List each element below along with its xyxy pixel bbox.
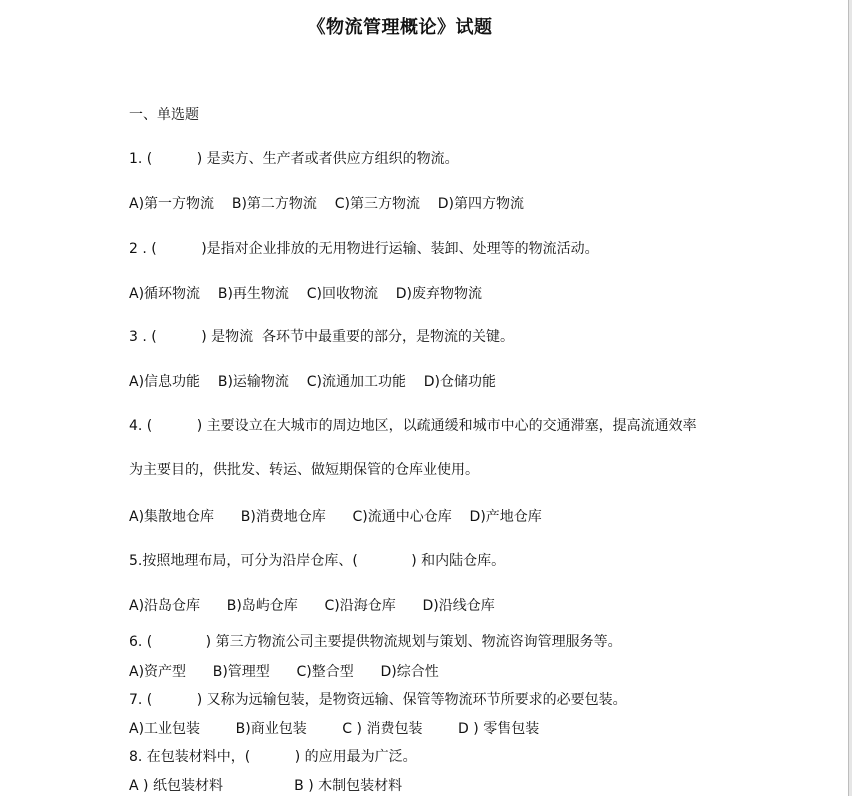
question-2-options: A)循环物流 B)再生物流 C)回收物流 D)废弃物物流 <box>129 286 482 302</box>
question-3: 3 . ( ) 是物流 各环节中最重要的部分，是物流的关键。 <box>129 329 515 345</box>
question-7: 7. ( ) 又称为远输包装，是物资远输、保管等物流环节所要求的必要包装。 <box>129 692 627 708</box>
question-1: 1. ( ) 是卖方、生产者或者供应方组织的物流。 <box>129 151 459 167</box>
question-3-options: A)信息功能 B)运输物流 C)流通加工功能 D)仓储功能 <box>129 374 496 390</box>
question-4-options: A)集散地仓库 B)消费地仓库 C)流通中心仓库 D)产地仓库 <box>129 509 542 525</box>
question-7-options: A)工业包装 B)商业包装 C ) 消费包装 D ) 零售包装 <box>129 721 540 737</box>
section-heading: 一、单选题 <box>129 107 199 123</box>
question-6: 6. ( ) 第三方物流公司主要提供物流规划与策划、物流咨询管理服务等。 <box>129 634 622 650</box>
question-8-options: A ) 纸包装材料 B ) 木制包装材料 <box>129 778 403 794</box>
question-5-options: A)沿岛仓库 B)岛屿仓库 C)沿海仓库 D)沿线仓库 <box>129 598 495 614</box>
question-4: 4. ( ) 主要设立在大城市的周边地区，以疏通缓和城市中心的交通滞塞，提高流通效率 <box>129 418 697 434</box>
question-6-options: A)资产型 B)管理型 C)整合型 D)综合性 <box>129 664 439 680</box>
question-4-continued: 为主要目的，供批发、转运、做短期保管的仓库业使用。 <box>129 462 479 478</box>
question-2: 2 . ( )是指对企业排放的无用物进行运输、装卸、处理等的物流活动。 <box>129 241 599 257</box>
document-title: 《物流管理概论》试题 <box>307 17 493 38</box>
question-5: 5.按照地理布局，可分为沿岸仓库、( ) 和内陆仓库。 <box>129 553 506 569</box>
question-8: 8. 在包装材料中，( ) 的应用最为广泛。 <box>129 749 417 765</box>
question-1-options: A)第一方物流 B)第二方物流 C)第三方物流 D)第四方物流 <box>129 196 524 212</box>
